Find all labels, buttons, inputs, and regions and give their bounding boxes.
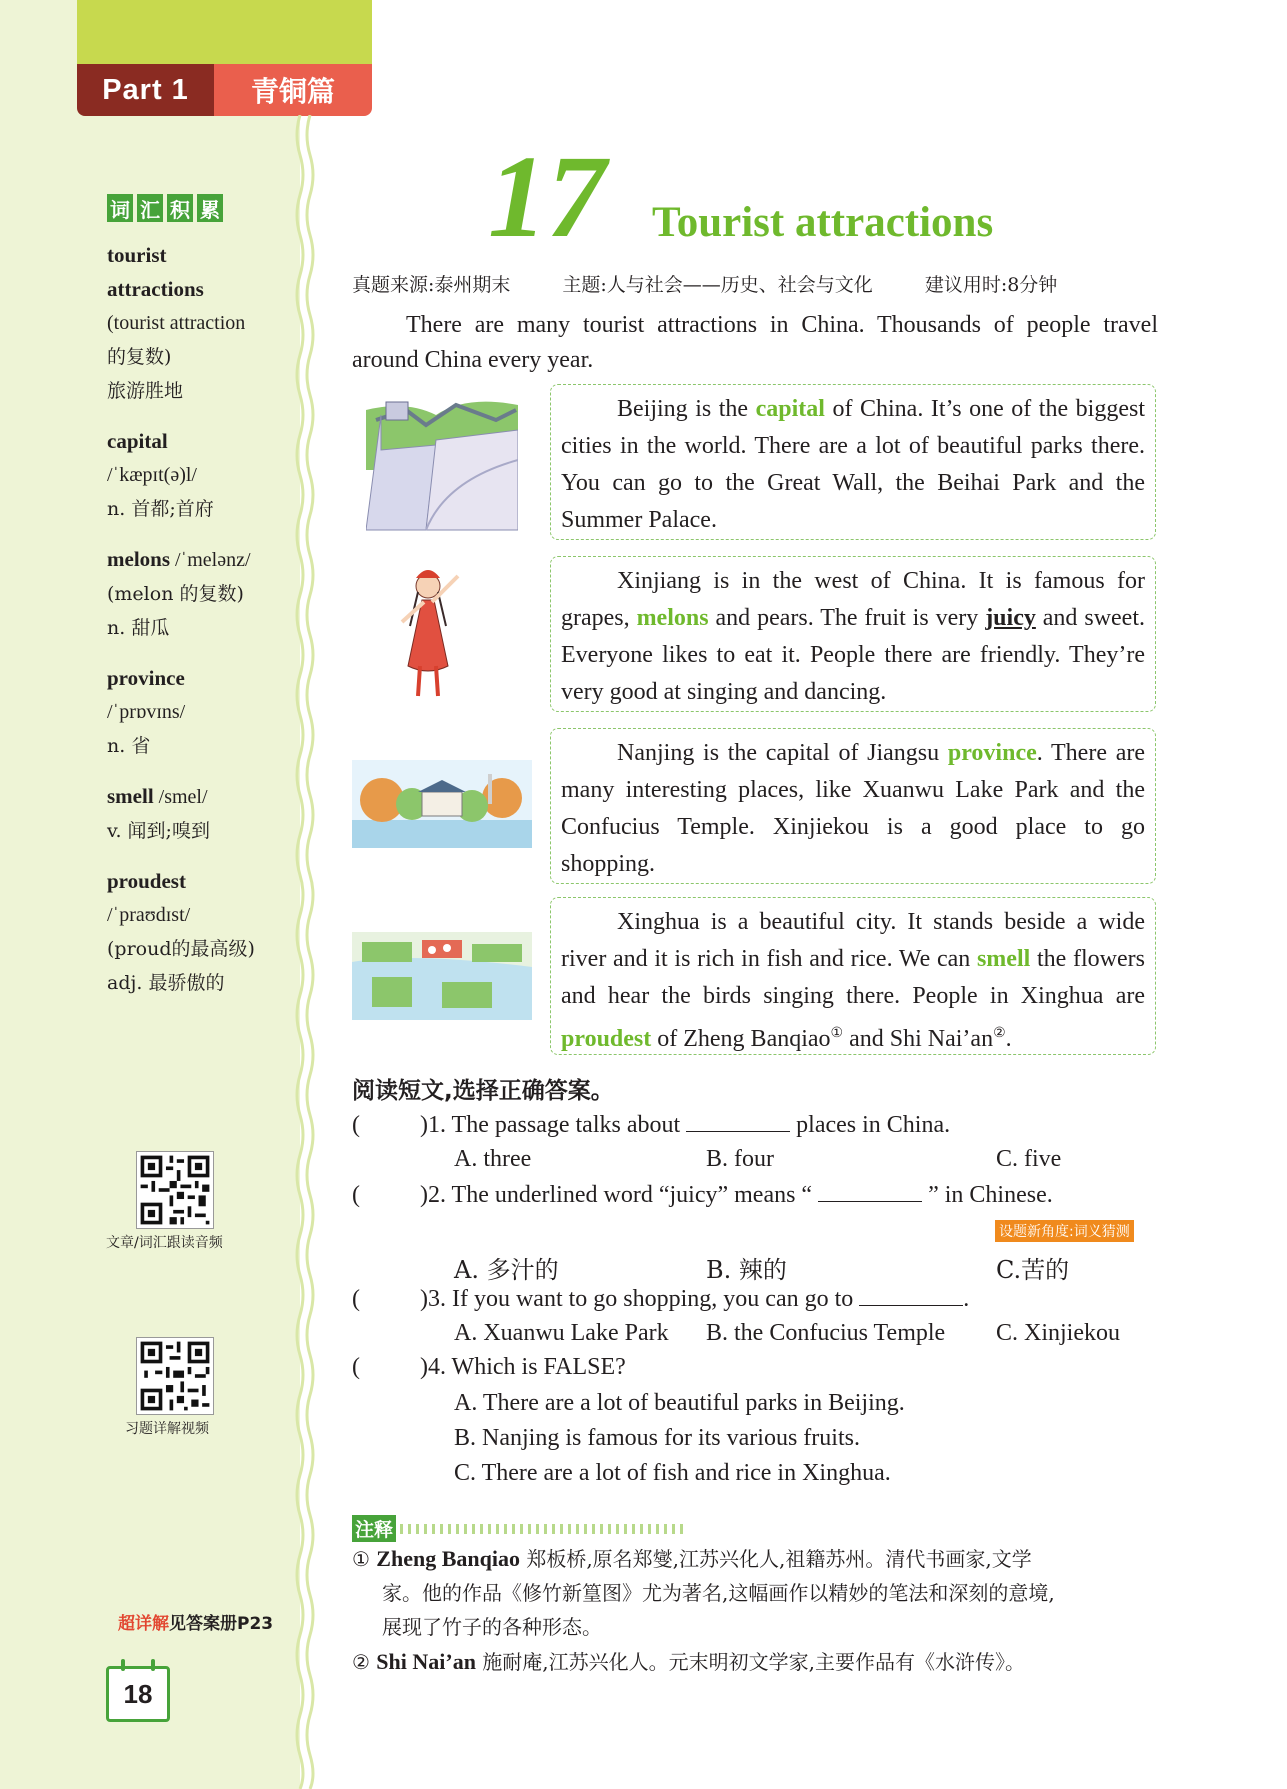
answer-ref-highlight: 超详解 bbox=[118, 1614, 169, 1634]
para-text: and sweet. Everyone likes to eat it. People there are friendly. They’re very good at singing and dancing. bbox=[561, 605, 1146, 705]
vocab-note: (proud的最高级) bbox=[107, 938, 255, 960]
vocab-meaning: 旅游胜地 bbox=[107, 380, 184, 402]
para-text: of China. It’s one of the biggest cities in the world. There are a lot of beautiful parks there. You can go to the Great Wall, the Beihai Park and the Summer Palace. bbox=[561, 396, 1145, 533]
meta-source: 真题来源:泰州期末 bbox=[352, 274, 511, 296]
vocab-note: 的复数) bbox=[107, 346, 172, 368]
question-2 bbox=[352, 1182, 1053, 1209]
vocab-phonetic: /ˈkæpɪt(ə)l/ bbox=[107, 464, 197, 486]
option-b[interactable]: B. the Confucius Temple bbox=[706, 1320, 946, 1346]
para-text: . bbox=[1005, 1026, 1012, 1052]
keyword: province bbox=[947, 740, 1037, 766]
task-instruction: 阅读短文,选择正确答案。 bbox=[352, 1078, 614, 1104]
footnote-mark: ② bbox=[993, 1026, 1006, 1041]
video-qr-label: 习题详解视频 bbox=[125, 1421, 209, 1437]
vocab-word: smell bbox=[107, 784, 154, 808]
vocab-meaning: n. 首都;首府 bbox=[107, 498, 214, 520]
question-tag: 设题新角度:词义猜测 bbox=[995, 1220, 1134, 1242]
note-text: 展现了竹子的各种形态。 bbox=[382, 1615, 602, 1639]
vocab-phonetic: /ˈprɒvɪns/ bbox=[107, 701, 186, 723]
option-c[interactable]: C. five bbox=[996, 1146, 1062, 1172]
note-text: 家。他的作品《修竹新篁图》尤为著名,这幅画作以精妙的笔法和深刻的意境, bbox=[382, 1581, 1055, 1605]
vocab-word: province bbox=[107, 666, 185, 690]
answer-blank[interactable] bbox=[818, 1183, 922, 1202]
option-a[interactable]: A. 多汁的 bbox=[454, 1256, 559, 1284]
vocab-heading-char: 词 bbox=[107, 194, 133, 222]
option-c[interactable]: C.苦的 bbox=[996, 1256, 1070, 1284]
vocab-entry bbox=[107, 864, 297, 1000]
note-name: Zheng Banqiao bbox=[376, 1546, 520, 1571]
question-3 bbox=[352, 1286, 969, 1313]
answer-ref-text: 见答案册P23 bbox=[169, 1614, 274, 1634]
vocab-phonetic: /ˈmelənz/ bbox=[170, 549, 251, 571]
vocab-heading bbox=[107, 194, 223, 222]
vocab-entry bbox=[107, 424, 297, 526]
para-text: of Zheng Banqiao bbox=[651, 1026, 831, 1052]
note-2 bbox=[352, 1645, 1164, 1679]
vocab-heading-char: 汇 bbox=[137, 194, 163, 222]
vocab-phonetic: /smel/ bbox=[153, 786, 208, 808]
answer-blank[interactable] bbox=[686, 1113, 790, 1132]
underlined-word: juicy bbox=[985, 605, 1036, 631]
meta-theme: 主题:人与社会——历史、社会与文化 bbox=[562, 274, 873, 296]
answer-paren[interactable]: ( bbox=[352, 1182, 360, 1208]
intro-paragraph: There are many tourist attractions in China. Thousands of people travel around China every year. bbox=[352, 312, 1158, 373]
keyword: proudest bbox=[561, 1026, 652, 1052]
note-1 bbox=[352, 1542, 1164, 1644]
notes-divider bbox=[400, 1524, 688, 1534]
vocab-word: attractions bbox=[107, 277, 204, 301]
vocab-meaning: v. 闻到;嗅到 bbox=[107, 820, 210, 842]
audio-qr-label: 文章/词汇跟读音频 bbox=[106, 1235, 223, 1251]
para-text: and Shi Nai’an bbox=[843, 1026, 994, 1052]
option-b[interactable]: B. Nanjing is famous for its various fruits. bbox=[454, 1425, 860, 1451]
keyword: capital bbox=[755, 396, 825, 422]
vocab-list bbox=[107, 238, 297, 1016]
vocab-entry bbox=[107, 542, 297, 645]
option-b[interactable]: B. four bbox=[706, 1146, 774, 1172]
vocab-word: proudest bbox=[107, 869, 186, 893]
note-mark: ① bbox=[352, 1547, 370, 1571]
part-label: Part 1 bbox=[77, 64, 214, 116]
para-text: Nanjing is the capital of Jiangsu bbox=[617, 740, 948, 766]
vocab-entry bbox=[107, 238, 297, 408]
audio-qr-code[interactable] bbox=[136, 1151, 214, 1229]
answer-blank[interactable] bbox=[859, 1287, 963, 1306]
vocab-word: melons bbox=[107, 547, 170, 571]
vocab-note: (melon 的复数) bbox=[107, 583, 244, 605]
header-bar bbox=[77, 0, 372, 64]
vocab-heading-char: 积 bbox=[167, 194, 193, 222]
vocab-entry bbox=[107, 661, 297, 763]
xinjiang-paragraph bbox=[550, 556, 1156, 712]
keyword: melons bbox=[636, 605, 709, 631]
xinghua-river-illustration bbox=[352, 932, 532, 1020]
note-name: Shi Nai’an bbox=[376, 1649, 476, 1674]
notes-title: 注释 bbox=[352, 1515, 396, 1542]
beijing-paragraph bbox=[550, 384, 1156, 540]
vocab-heading-char: 累 bbox=[197, 194, 223, 222]
footnote-mark: ① bbox=[830, 1026, 844, 1041]
lesson-meta bbox=[352, 270, 1162, 297]
answer-paren[interactable]: ( bbox=[352, 1354, 360, 1380]
note-text: 郑板桥,原名郑燮,江苏兴化人,祖籍苏州。清代书画家,文学 bbox=[519, 1547, 1032, 1571]
vocab-meaning: adj. 最骄傲的 bbox=[107, 972, 225, 994]
question-text: )4. Which is FALSE? bbox=[420, 1354, 626, 1380]
meta-time: 建议用时:8分钟 bbox=[924, 274, 1058, 296]
vocab-meaning: n. 甜瓜 bbox=[107, 617, 170, 639]
question-text: places in China. bbox=[790, 1112, 951, 1138]
video-qr-code[interactable] bbox=[136, 1337, 214, 1415]
question-text: )3. If you want to go shopping, you can go to bbox=[420, 1286, 860, 1312]
vocab-note: (tourist attraction bbox=[107, 312, 246, 334]
para-text: the flowers and hear the birds singing there. People in Xinghua are bbox=[561, 946, 1145, 1009]
nanjing-lake-illustration bbox=[352, 760, 532, 848]
question-text: )2. The underlined word “juicy” means “ bbox=[420, 1182, 819, 1208]
notes-heading bbox=[352, 1515, 688, 1542]
question-text: . bbox=[963, 1286, 970, 1312]
note-mark: ② bbox=[352, 1650, 370, 1674]
question-1 bbox=[352, 1112, 950, 1139]
para-text: Xinghua is a beautiful city. It stands beside a wide river and it is rich in fish and rice. We can bbox=[561, 909, 1145, 972]
option-c[interactable]: C. Xinjiekou bbox=[996, 1320, 1120, 1346]
xinghua-paragraph bbox=[550, 897, 1156, 1055]
question-text: )1. The passage talks about bbox=[420, 1112, 687, 1138]
option-a[interactable]: A. There are a lot of beautiful parks in Beijing. bbox=[454, 1390, 905, 1416]
vocab-word: tourist bbox=[107, 243, 167, 267]
answer-paren[interactable]: ( bbox=[352, 1112, 360, 1138]
great-wall-illustration bbox=[366, 390, 518, 532]
vocab-entry bbox=[107, 779, 297, 848]
answer-paren[interactable]: ( bbox=[352, 1286, 360, 1312]
question-text: ” in Chinese. bbox=[922, 1182, 1053, 1208]
para-text: . There are many interesting places, like Xuanwu Lake Park and the Confucius Temple. Xinjiekou is a good place to go shopping. bbox=[561, 740, 1145, 877]
option-b[interactable]: B. 辣的 bbox=[706, 1256, 787, 1284]
lesson-title: Tourist attractions bbox=[652, 199, 994, 246]
answer-reference bbox=[118, 1609, 273, 1634]
keyword: smell bbox=[976, 946, 1031, 972]
para-text: Beijing is the bbox=[617, 396, 756, 422]
option-c[interactable]: C. There are a lot of fish and rice in Xinghua. bbox=[454, 1460, 891, 1486]
vocab-phonetic: /ˈpraʊdɪst/ bbox=[107, 904, 191, 926]
para-text: and pears. The fruit is very bbox=[708, 605, 986, 631]
note-text: 施耐庵,江苏兴化人。元末明初文学家,主要作品有《水浒传》。 bbox=[475, 1650, 1026, 1674]
lesson-number: 17 bbox=[488, 131, 606, 262]
part-tab bbox=[77, 64, 372, 116]
para-text: Xinjiang is in the west of China. It is famous for grapes, bbox=[561, 568, 1145, 631]
xinjiang-dancer-illustration bbox=[392, 556, 470, 708]
option-a[interactable]: A. Xuanwu Lake Park bbox=[454, 1320, 669, 1346]
nanjing-paragraph bbox=[550, 728, 1156, 884]
option-a[interactable]: A. three bbox=[454, 1146, 532, 1172]
part-name: 青铜篇 bbox=[214, 64, 372, 116]
question-4 bbox=[352, 1354, 626, 1381]
vocab-word: capital bbox=[107, 429, 168, 453]
vocab-meaning: n. 省 bbox=[107, 735, 151, 757]
page-number: 18 bbox=[106, 1666, 170, 1722]
